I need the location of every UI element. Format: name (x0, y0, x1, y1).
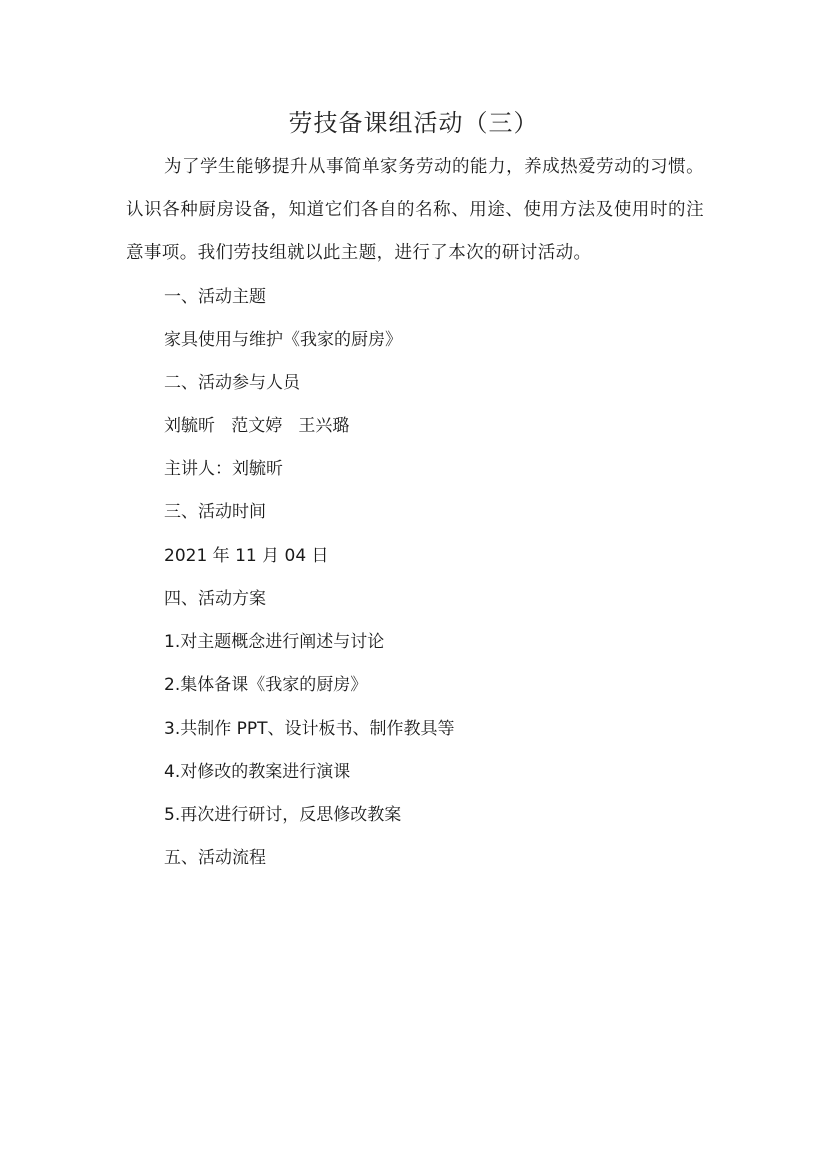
topic-text: 家具使用与维护《我家的厨房》 (164, 330, 402, 350)
document-title: 劳技备课组活动（三） (288, 109, 539, 137)
section-heading-process: 五、活动流程 (164, 848, 266, 868)
intro-paragraph: 为了学生能够提升从事简单家务劳动的能力，养成热爱劳动的习惯。认识各种厨房设备，知道它们各自的名称、用途、使用方法及使用时的注意事项。我们劳技组就以此主题，进行了本次的研讨活动。 (126, 157, 704, 263)
presenter-text: 主讲人：刘毓昕 (164, 459, 283, 479)
section-heading-plan: 四、活动方案 (164, 589, 266, 609)
plan-item-5: 5.再次进行研讨，反思修改教案 (164, 805, 402, 825)
activity-date: 2021 年 11 月 04 日 (164, 546, 329, 566)
plan-item-4: 4.对修改的教案进行演课 (164, 762, 351, 782)
participants-list: 刘毓昕 范文婷 王兴璐 (164, 416, 350, 436)
plan-item-2: 2.集体备课《我家的厨房》 (164, 675, 368, 695)
section-heading-time: 三、活动时间 (164, 502, 266, 522)
plan-item-3: 3.共制作 PPT、设计板书、制作教具等 (164, 719, 455, 739)
section-heading-participants: 二、活动参与人员 (164, 373, 300, 393)
section-heading-topic: 一、活动主题 (164, 287, 266, 307)
plan-item-1: 1.对主题概念进行阐述与讨论 (164, 632, 385, 652)
